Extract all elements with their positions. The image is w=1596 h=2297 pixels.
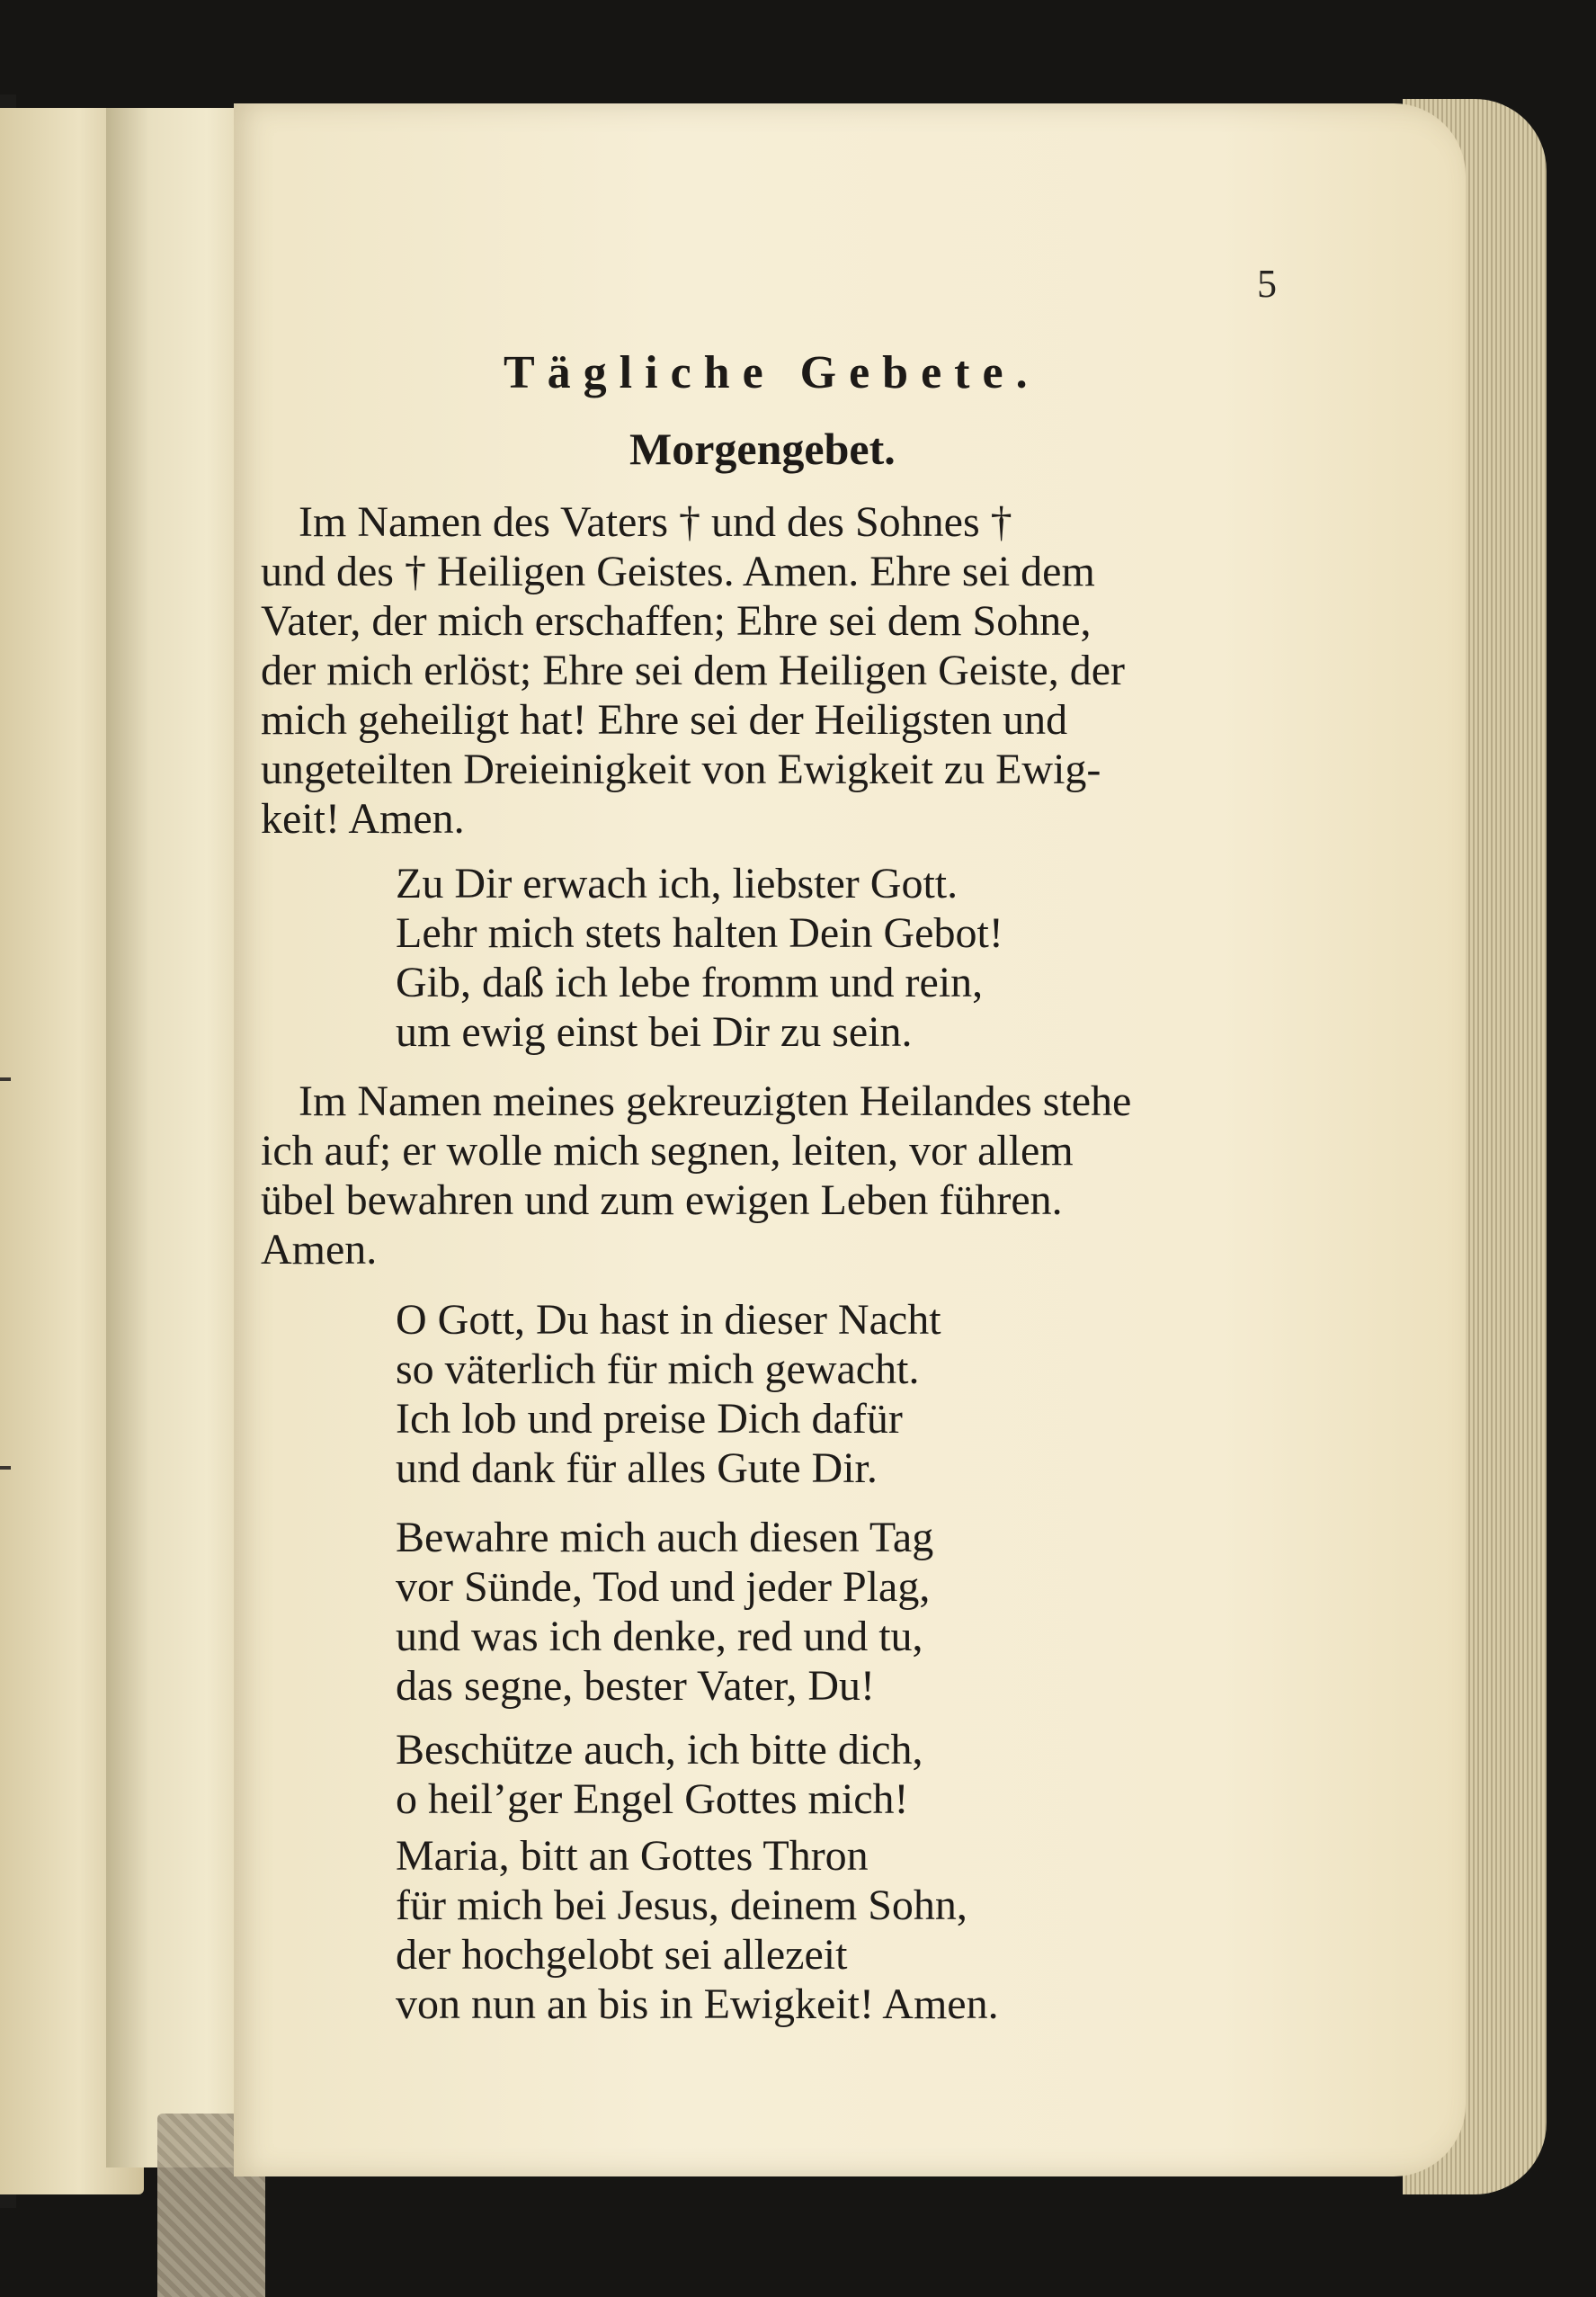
text-line: übel bewahren und zum ewigen Leben führen. xyxy=(261,1176,1063,1224)
verse-line: vor Sünde, Tod und jeder Plag, xyxy=(396,1563,931,1611)
verse-line: Maria, bitt an Gottes Thron xyxy=(396,1832,869,1880)
page-number: 5 xyxy=(1257,262,1277,306)
verse-line: Beschütze auch, ich bitte dich, xyxy=(396,1726,923,1774)
verse-stanza xyxy=(396,1295,941,1493)
text-line: mich geheiligt hat! Ehre sei der Heiligsten und xyxy=(261,696,1068,744)
section-title: Tägliche Gebete. xyxy=(504,347,1040,398)
verse-line: o heil’ger Engel Gottes mich! xyxy=(396,1775,909,1823)
verse-line: und dank für alles Gute Dir. xyxy=(396,1444,878,1492)
verse-line: das segne, bester Vater, Du! xyxy=(396,1662,876,1710)
verse-line: Lehr mich stets halten Dein Gebot! xyxy=(396,909,1003,957)
text-line: und des † Heiligen Geistes. Amen. Ehre sei dem xyxy=(261,548,1095,595)
verse-line: um ewig einst bei Dir zu sein. xyxy=(396,1008,913,1056)
text-line: keit! Amen. xyxy=(261,795,465,843)
verse-line: Zu Dir erwach ich, liebster Gott. xyxy=(396,860,958,907)
verse-line: Gib, daß ich lebe fromm und rein, xyxy=(396,959,984,1006)
verse-line: Bewahre mich auch diesen Tag xyxy=(396,1514,934,1561)
text-line: Im Namen des Vaters † und des Sohnes † xyxy=(299,498,1012,546)
verse-line: für mich bei Jesus, deinem Sohn, xyxy=(396,1881,967,1929)
book-gutter xyxy=(106,108,250,2167)
verse-stanza xyxy=(396,859,1003,1057)
verse-stanza xyxy=(396,1831,999,2029)
verse-line: der hochgelobt sei allezeit xyxy=(396,1931,848,1979)
text-line: Vater, der mich erschaffen; Ehre sei dem Sohne, xyxy=(261,597,1092,645)
verse-line: Ich lob und preise Dich dafür xyxy=(396,1395,903,1443)
text-line: ungeteilten Dreieinigkeit von Ewigkeit zu Ewig- xyxy=(261,746,1101,793)
prayer-paragraph xyxy=(261,1077,1131,1274)
text-line: Im Namen meines gekreuzigten Heilandes stehe xyxy=(299,1077,1132,1125)
prayer-paragraph xyxy=(261,497,1125,844)
verse-stanza xyxy=(396,1725,923,1824)
verse-line: so väterlich für mich gewacht. xyxy=(396,1345,920,1393)
verse-line: O Gott, Du hast in dieser Nacht xyxy=(396,1296,941,1344)
verse-stanza xyxy=(396,1513,933,1711)
text-line: der mich erlöst; Ehre sei dem Heiligen Geiste, der xyxy=(261,647,1126,694)
verse-line: und was ich denke, red und tu, xyxy=(396,1613,923,1660)
text-line: Amen. xyxy=(261,1226,378,1274)
verse-line: von nun an bis in Ewigkeit! Amen. xyxy=(396,1980,999,2028)
text-line: ich auf; er wolle mich segnen, leiten, vor allem xyxy=(261,1127,1074,1175)
prayer-title: Morgengebet. xyxy=(629,424,896,474)
